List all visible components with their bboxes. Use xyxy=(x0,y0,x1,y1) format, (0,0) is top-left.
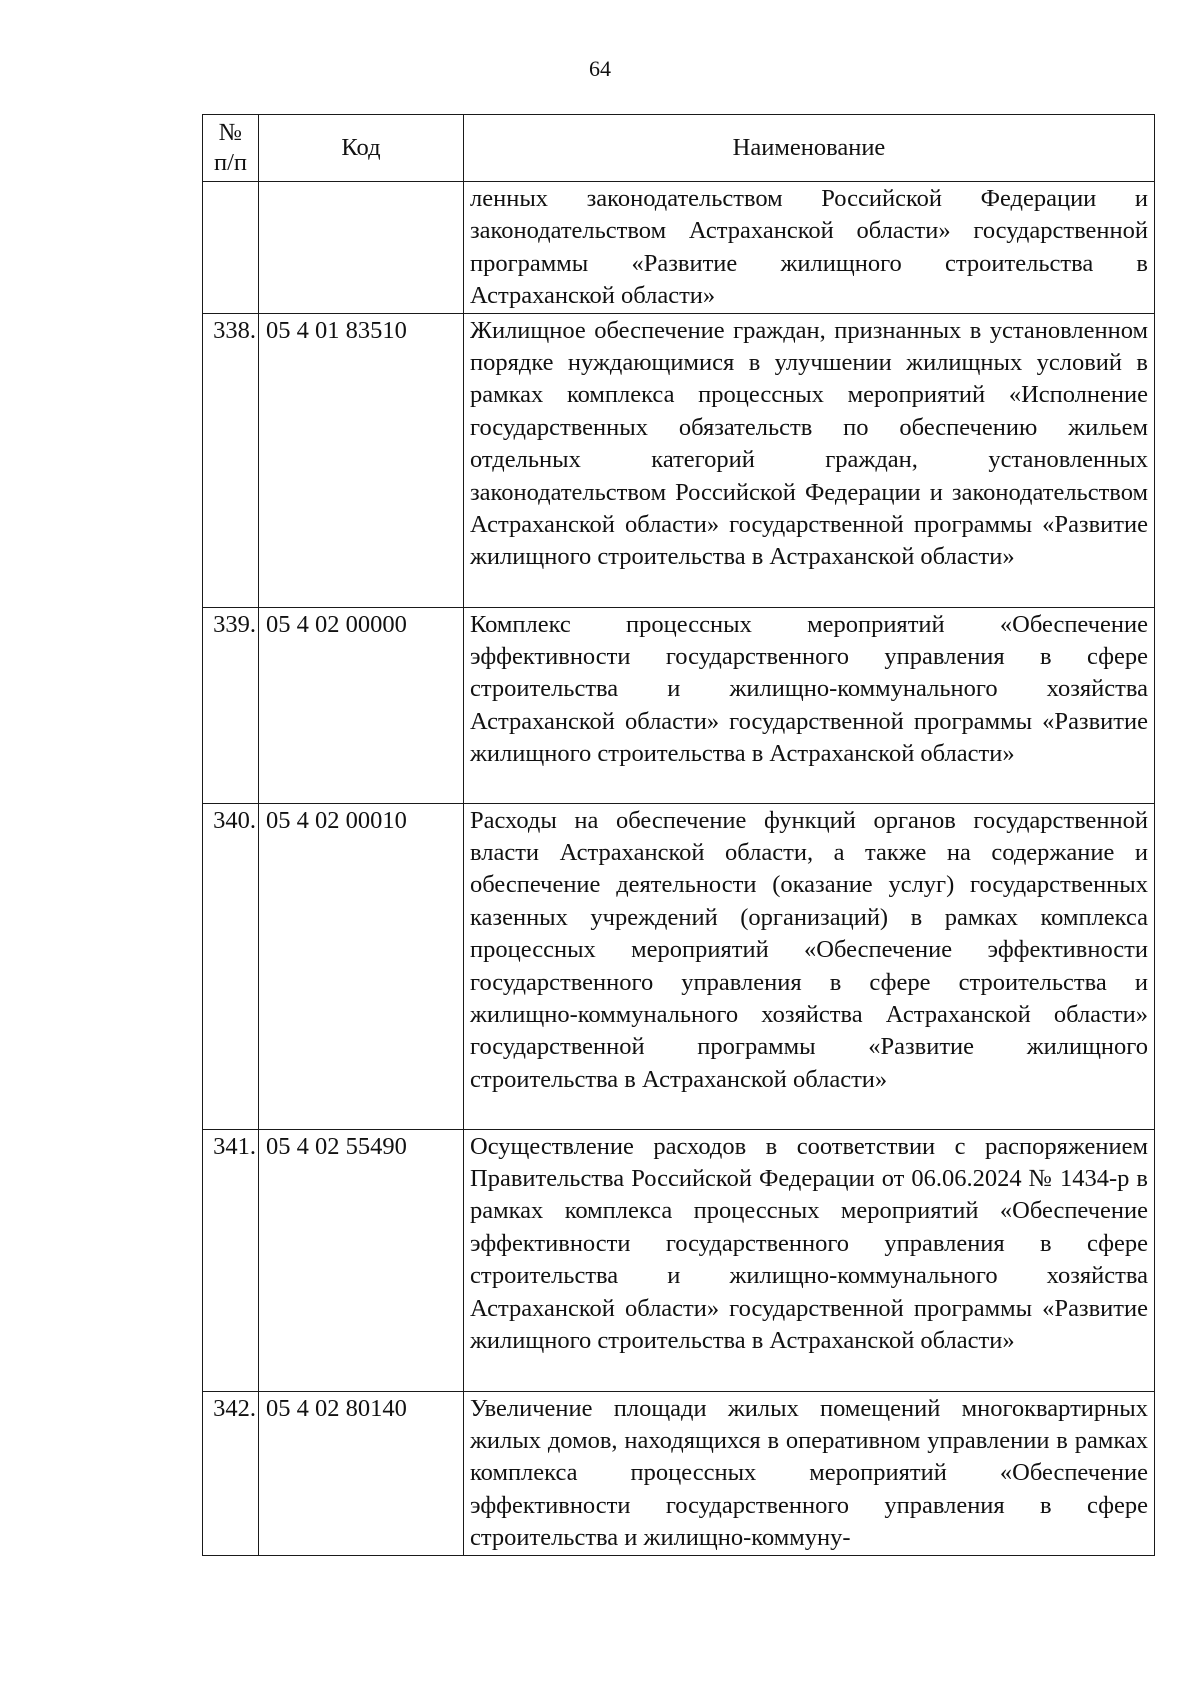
row-number: 341. xyxy=(203,1129,259,1391)
table-row xyxy=(203,1129,1155,1391)
header-code: Код xyxy=(259,115,464,182)
row-name: Комплекс процессных мероприятий «Обеспечение эффективности государственного управления в сфере строительства и жилищно-коммунального хозяйства Астраханской области» государственной программы «Развитие жилищного строительства в Астраханской области» xyxy=(464,607,1155,803)
row-name: Жилищное обеспечение граждан, признанных в установленном порядке нуждающимися в улучшении жилищных условий в рамках комплекса процессных мероприятий «Исполнение государственных обязательств по обеспечению жильем отдельных категорий граждан, установленных законодательством Российской Федерации и законодательством Астраханской области» государственной программы «Развитие жилищного строительства в Астраханской области» xyxy=(464,313,1155,607)
row-number: 339. xyxy=(203,607,259,803)
row-number: 340. xyxy=(203,803,259,1129)
header-name: Наименование xyxy=(464,115,1155,182)
table-row xyxy=(203,1391,1155,1555)
table-body xyxy=(203,182,1155,1556)
row-code xyxy=(259,182,464,314)
header-number xyxy=(203,115,259,182)
table-header xyxy=(203,115,1155,182)
header-number-abbr: п/п xyxy=(213,149,248,176)
classification-table xyxy=(202,114,1155,1556)
row-name: Расходы на обеспечение функций органов государственной власти Астраханской области, а также на содержание и обеспечение деятельности (оказание услуг) государственных казенных учреждений (организаций) в рамках комплекса процессных мероприятий «Обеспечение эффективности государственного управления в сфере строительства и жилищно-коммунального хозяйства Астраханской области» государственной программы «Развитие жилищного строительства в Астраханской области» xyxy=(464,803,1155,1129)
table-row xyxy=(203,313,1155,607)
row-number: 338. xyxy=(203,313,259,607)
row-name: ленных законодательством Российской Федерации и законодательством Астраханской области» государственной программы «Развитие жилищного строительства в Астраханской области» xyxy=(464,182,1155,314)
table-row xyxy=(203,607,1155,803)
row-code: 05 4 02 55490 xyxy=(259,1129,464,1391)
header-number-symbol: № xyxy=(218,119,243,146)
page-number: 64 xyxy=(589,56,611,81)
row-code: 05 4 01 83510 xyxy=(259,313,464,607)
row-code: 05 4 02 00010 xyxy=(259,803,464,1129)
row-name: Осуществление расходов в соответствии с распоряжением Правительства Российской Федерации от 06.06.2024 № 1434-р в рамках комплекса процессных мероприятий «Обеспечение эффективности государственного управления в сфере строительства и жилищно-коммунального хозяйства Астраханской области» государственной программы «Развитие жилищного строительства в Астраханской области» xyxy=(464,1129,1155,1391)
row-name: Увеличение площади жилых помещений многоквартирных жилых домов, находящихся в оперативном управлении в рамках комплекса процессных мероприятий «Обеспечение эффективности государственного управления в сфере строительства и жилищно-коммуну- xyxy=(464,1391,1155,1555)
table-row xyxy=(203,182,1155,314)
row-code: 05 4 02 80140 xyxy=(259,1391,464,1555)
row-code: 05 4 02 00000 xyxy=(259,607,464,803)
table-row xyxy=(203,803,1155,1129)
row-number: 342. xyxy=(203,1391,259,1555)
row-number xyxy=(203,182,259,314)
